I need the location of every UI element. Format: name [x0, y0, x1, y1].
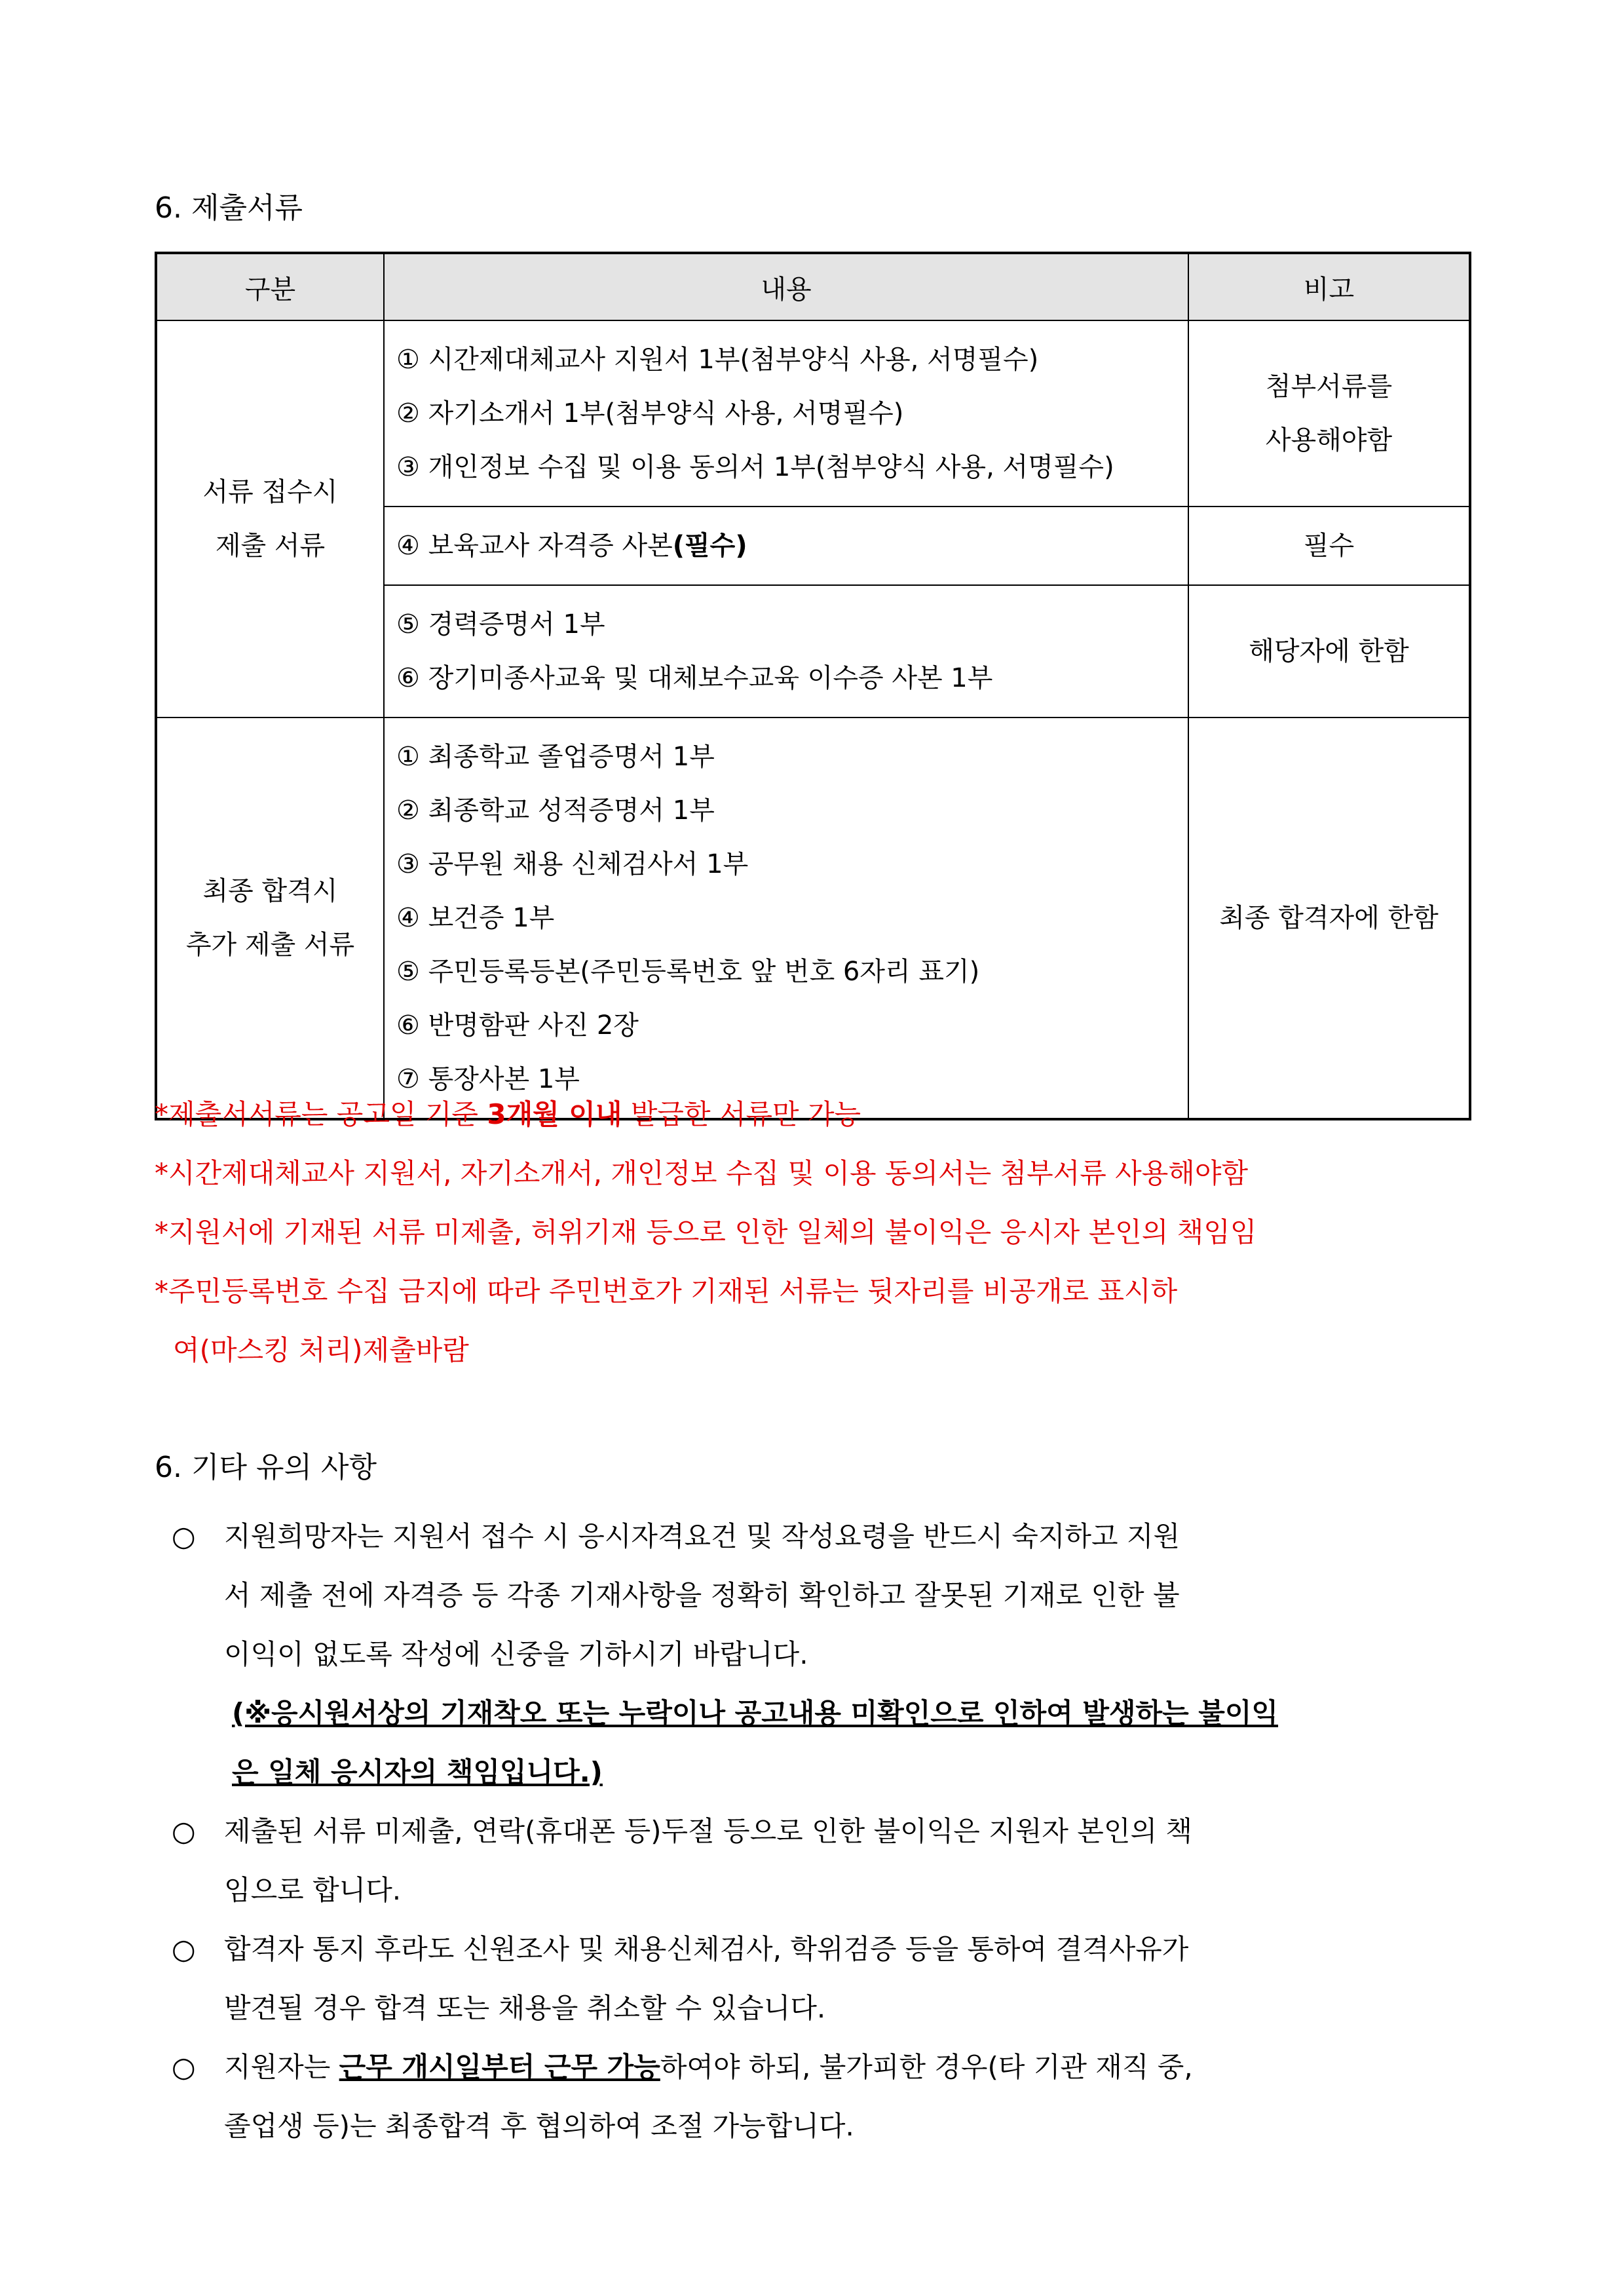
category-line: 최종 합격시 [202, 876, 338, 906]
item-text: 하여야 하되, 불가피한 경우(타 기관 재직 중, [660, 2051, 1193, 2083]
list-item: ⑦ 통장사본 1부 [396, 1064, 580, 1094]
item-text: 지원자는 [224, 2051, 339, 2083]
item-line: 이익이 없도록 작성에 신중을 기하시기 바랍니다. [224, 1638, 808, 1670]
red-note: 여(마스킹 처리)제출바람 [173, 1334, 469, 1366]
list-item: ② 자기소개서 1부(첨부양식 사용, 서명필수) [396, 398, 904, 429]
table-row [156, 718, 1470, 1119]
list-item [172, 1802, 1475, 1920]
category-line: 추가 제출 서류 [185, 930, 355, 960]
red-note-text: *제출서서류는 공고일 기준 [155, 1098, 487, 1130]
list-item: ⑤ 주민등록등본(주민등록번호 앞 번호 6자리 표기) [396, 957, 980, 987]
red-note-emphasis: 3개월 이내 [487, 1098, 622, 1130]
item-line: 합격자 통지 후라도 신원조사 및 채용신체검사, 학위검증 등을 통하여 결격사유가 [224, 1933, 1189, 1965]
section-title-notes: 6. 기타 유의 사항 [155, 1451, 377, 1484]
circle-bullet-icon: ○ [172, 1815, 196, 1847]
list-item [172, 2038, 1475, 2156]
circle-bullet-icon: ○ [172, 1933, 196, 1965]
item-line: 제출된 서류 미제출, 연락(휴대폰 등)두절 등으로 인한 불이익은 지원자 본인의 책 [224, 1815, 1192, 1847]
notes-list [172, 1507, 1475, 2156]
content-cell [384, 718, 1188, 1119]
item-line: 졸업생 등)는 최종합격 후 협의하여 조절 가능합니다. [224, 2110, 854, 2142]
item-line: 임으로 합니다. [224, 1874, 402, 1906]
list-item-text: ④ 보육교사 자격증 사본 [396, 531, 673, 561]
list-item [172, 1507, 1475, 1802]
item-line [224, 2038, 1475, 2097]
item-note-line: 은 일체 응시자의 책임입니다.) [232, 1756, 603, 1788]
red-note: *지원서에 기재된 서류 미제출, 허위기재 등으로 인한 일체의 불이익은 응시자 본인의 책임임 [155, 1216, 1257, 1248]
content-cell [384, 507, 1188, 585]
red-note [155, 1085, 1478, 1144]
red-note: *주민등록번호 수집 금지에 따라 주민번호가 기재된 서류는 뒷자리를 비공개로 표시하 [155, 1275, 1178, 1307]
list-item [396, 519, 1188, 573]
item-line: 서 제출 전에 자격증 등 각종 기재사항을 정확히 확인하고 잘못된 기재로 인한 불 [224, 1579, 1180, 1611]
note-line: 최종 합격자에 한함 [1219, 903, 1439, 933]
header-category: 구분 [156, 253, 384, 320]
content-cell [384, 320, 1188, 507]
table-header-row [156, 253, 1470, 320]
header-note: 비고 [1188, 253, 1470, 320]
list-item: ③ 공무원 채용 신체검사서 1부 [396, 849, 749, 879]
list-item: ④ 보건증 1부 [396, 903, 555, 933]
item-emphasis: 근무 개시일부터 근무 가능 [339, 2051, 660, 2083]
circle-bullet-icon: ○ [172, 1520, 196, 1552]
red-note-text: 발급한 서류만 가능 [622, 1098, 861, 1130]
red-note: *시간제대체교사 지원서, 자기소개서, 개인정보 수집 및 이용 동의서는 첨부서류 사용해야함 [155, 1157, 1249, 1189]
content-cell [384, 585, 1188, 718]
note-cell [1188, 320, 1470, 507]
category-cell-final [156, 718, 384, 1119]
item-line: 지원희망자는 지원서 접수 시 응시자격요건 및 작성요령을 반드시 숙지하고 지원 [224, 1520, 1180, 1552]
list-item: ① 최종학교 졸업증명서 1부 [396, 742, 715, 772]
list-item: ② 최종학교 성적증명서 1부 [396, 795, 715, 826]
circle-bullet-icon: ○ [172, 2051, 196, 2083]
category-cell-application [156, 320, 384, 718]
category-line: 서류 접수시 [202, 477, 338, 507]
list-item: ⑥ 장기미종사교육 및 대체보수교육 이수증 사본 1부 [396, 663, 993, 693]
note-line: 첨부서류를 [1265, 372, 1393, 402]
section-title-documents: 6. 제출서류 [155, 191, 303, 225]
item-line: 발견될 경우 합격 또는 채용을 취소할 수 있습니다. [224, 1992, 826, 2024]
list-item: ③ 개인정보 수집 및 이용 동의서 1부(첨부양식 사용, 서명필수) [396, 452, 1114, 482]
note-line: 사용해야함 [1265, 425, 1393, 455]
note-cell [1188, 585, 1470, 718]
note-cell [1188, 718, 1470, 1119]
note-line: 해당자에 한함 [1249, 636, 1409, 666]
header-content: 내용 [384, 253, 1188, 320]
note-cell [1188, 507, 1470, 585]
list-item: ⑥ 반명함판 사진 2장 [396, 1010, 639, 1041]
documents-table [155, 252, 1471, 1120]
required-label: (필수) [672, 531, 747, 561]
list-item: ⑤ 경력증명서 1부 [396, 609, 605, 640]
item-note-line: (※응시원서상의 기재착오 또는 누락이나 공고내용 미확인으로 인하여 발생하는 불이익 [232, 1697, 1279, 1729]
table-row [156, 320, 1470, 507]
red-notes [155, 1085, 1478, 1380]
category-line: 제출 서류 [215, 531, 326, 561]
note-line: 필수 [1303, 531, 1355, 561]
list-item [172, 1920, 1475, 2038]
list-item: ① 시간제대체교사 지원서 1부(첨부양식 사용, 서명필수) [396, 345, 1039, 375]
